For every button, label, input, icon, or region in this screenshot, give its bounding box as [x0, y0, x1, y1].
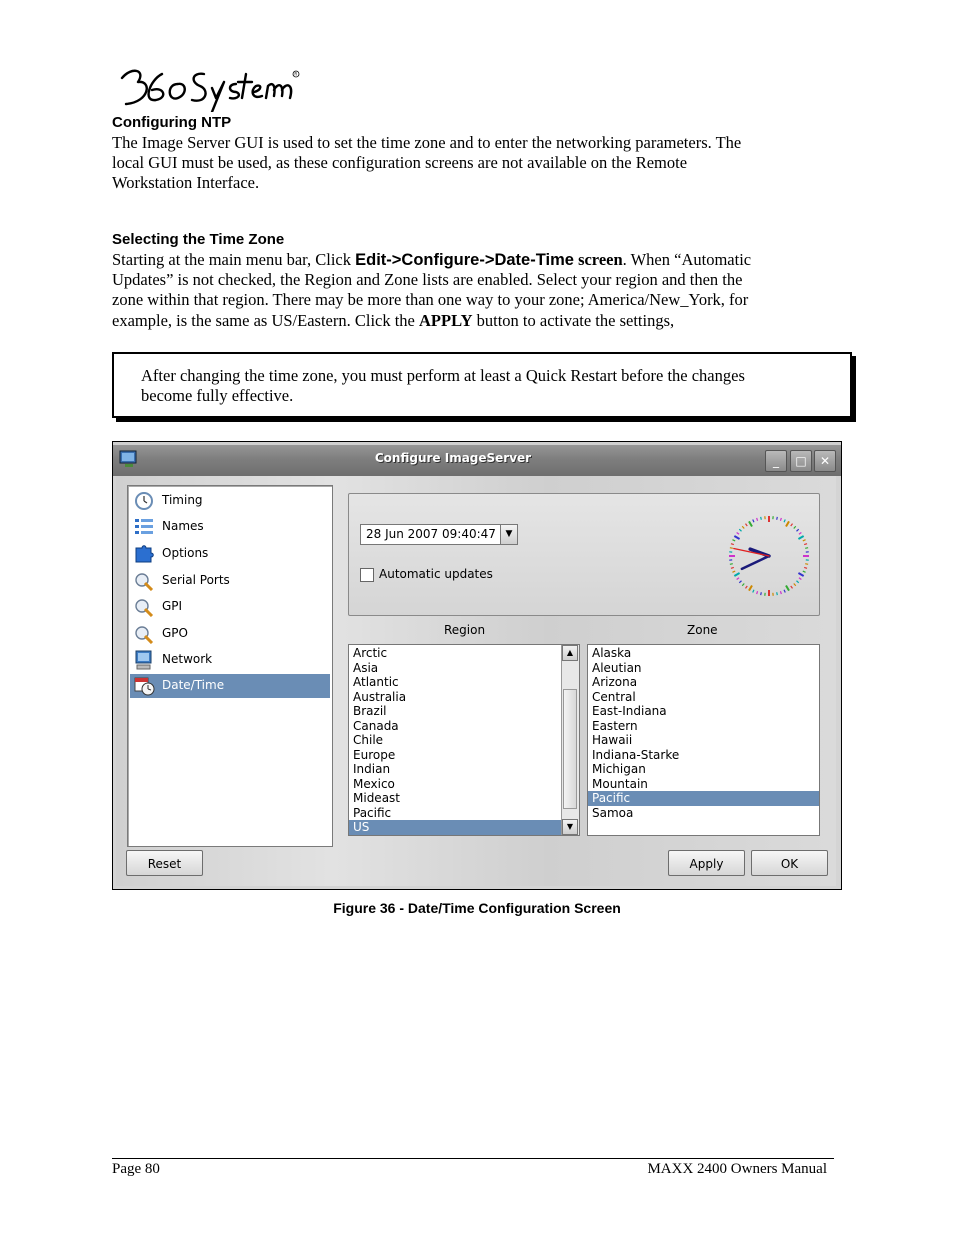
monitor-icon — [133, 650, 155, 670]
category-sidebar — [127, 485, 333, 847]
minute-hand — [742, 556, 769, 569]
ok-button[interactable]: OK — [751, 850, 828, 876]
clock-tick — [805, 548, 808, 549]
scroll-up-button[interactable]: ▲ — [562, 645, 578, 661]
menu-path-suffix: screen — [573, 250, 623, 269]
list-item[interactable]: Australia — [353, 689, 407, 704]
clock-tick — [745, 524, 747, 526]
clock-tick — [742, 583, 744, 585]
apply-button[interactable]: Apply — [668, 850, 745, 876]
clock-tick — [737, 578, 739, 580]
sidebar-item-options[interactable] — [130, 542, 330, 566]
list-item[interactable]: Aleutian — [592, 660, 642, 675]
paragraph-line: Workstation Interface. — [112, 173, 260, 193]
list-item[interactable]: Pacific — [588, 791, 819, 806]
footer-divider — [112, 1158, 834, 1159]
scroll-down-button[interactable]: ▼ — [562, 819, 578, 835]
wrench-icon — [133, 624, 155, 644]
configure-imageserver-window — [112, 441, 842, 890]
sidebar-item-network[interactable] — [130, 648, 330, 672]
note-line: become fully effective. — [141, 386, 294, 406]
close-button[interactable]: ✕ — [814, 450, 836, 472]
clock-tick — [794, 583, 796, 585]
text: example, is the same as US/Eastern. Click the — [112, 310, 420, 330]
title-bar[interactable] — [113, 442, 841, 476]
clock-tick — [730, 564, 733, 565]
list-item[interactable]: Arizona — [592, 675, 638, 689]
list-item[interactable]: Michigan — [592, 762, 646, 776]
clock-icon — [133, 491, 155, 511]
clock-tick — [799, 578, 801, 580]
paragraph-line: The Image Server GUI is used to set the time zone and to enter the networking parameters. The — [112, 133, 742, 152]
clock-tick — [798, 573, 803, 576]
list-item[interactable]: Arctic — [353, 646, 388, 660]
paragraph-line — [112, 250, 837, 270]
sidebar-item-label: GPO — [162, 626, 188, 640]
clock-tick — [730, 548, 733, 549]
paragraph-line: zone within that region. There may be more than one way to your zone; America/New_York, for — [112, 290, 749, 310]
sidebar-item-label: GPI — [162, 599, 183, 613]
clock-tick — [784, 519, 785, 522]
figure-caption: Figure 36 - Date/Time Configuration Screen — [333, 900, 621, 916]
sidebar-item-label: Serial Ports — [162, 573, 230, 587]
sidebar-item-date-time[interactable] — [130, 674, 330, 698]
text: button to activate the settings, — [472, 310, 675, 330]
paragraph-ntp-intro — [112, 133, 837, 194]
sidebar-item-names[interactable] — [130, 515, 330, 539]
apply-keyword: APPLY — [419, 310, 473, 330]
wrench-icon — [133, 571, 155, 591]
text: Starting at the main menu bar, Click — [112, 250, 356, 269]
sidebar-item-gpi[interactable] — [130, 595, 330, 619]
clock-tick — [761, 517, 762, 520]
text: . When “Automatic — [622, 250, 752, 269]
sidebar-item-label: Options — [162, 546, 209, 560]
puzzle-icon — [133, 544, 155, 564]
automatic-updates-label: Automatic updates — [379, 567, 493, 581]
clock-tick — [804, 567, 807, 568]
chevron-down-icon[interactable]: ▼ — [500, 525, 517, 544]
list-item[interactable]: Pacific — [353, 805, 392, 820]
clock-tick — [804, 544, 807, 545]
scroll-thumb[interactable] — [563, 689, 577, 809]
clock-tick — [786, 585, 789, 590]
clock-tick — [761, 592, 762, 595]
manual-title: MAXX 2400 Owners Manual — [647, 1161, 827, 1177]
list-item[interactable]: US — [349, 820, 579, 835]
clock-tick — [739, 529, 741, 531]
zone-list[interactable] — [587, 644, 820, 836]
list-item[interactable]: Hawaii — [592, 733, 633, 747]
region-scrollbar[interactable] — [561, 645, 579, 835]
list-item[interactable]: Eastern — [592, 718, 638, 733]
region-label: Region — [444, 623, 486, 637]
clock-tick — [753, 590, 754, 593]
list-icon — [133, 517, 155, 537]
paragraph-line: local GUI must be used, as these configuration screens are not available on the Remote — [112, 153, 688, 173]
minimize-button[interactable]: _ — [765, 450, 787, 472]
sidebar-item-label: Names — [162, 519, 204, 533]
clock-tick — [732, 571, 735, 572]
note-line: After changing the time zone, you must perform at least a Quick Restart before the changes — [141, 366, 745, 385]
region-list[interactable] — [348, 644, 580, 836]
clock-tick — [796, 529, 798, 531]
clock-tick — [796, 581, 798, 583]
list-item[interactable]: Mideast — [353, 791, 400, 805]
clock-tick — [742, 526, 744, 528]
menu-path: Edit->Configure->Date-Time — [355, 251, 574, 269]
clock-tick — [786, 521, 789, 526]
paragraph-line: Updates” is not checked, the Region and Zone lists are enabled. Select your region and then the — [112, 270, 743, 290]
clock-tick — [731, 544, 734, 545]
sidebar-item-label: Network — [162, 652, 213, 666]
window-title: Configure ImageServer — [374, 451, 532, 465]
paragraph-line — [112, 311, 837, 331]
sidebar-item-timing[interactable] — [130, 489, 330, 513]
list-item[interactable]: Samoa — [592, 805, 634, 820]
list-item[interactable]: Brazil — [353, 704, 387, 718]
360-systems-logo — [112, 60, 312, 112]
section-heading-selecting-time-zone: Selecting the Time Zone — [112, 231, 285, 248]
clock-tick — [757, 518, 758, 521]
zone-label: Zone — [687, 623, 718, 637]
clock-tick — [739, 581, 741, 583]
clock-tick — [753, 519, 754, 522]
reset-button[interactable]: Reset — [126, 850, 203, 876]
date-time-group — [348, 493, 820, 616]
clock-tick — [734, 573, 739, 576]
list-item[interactable]: Canada — [353, 718, 399, 733]
clock-tick — [784, 590, 785, 593]
sidebar-item-label: Timing — [162, 493, 203, 507]
list-item[interactable]: Indiana-Starke — [592, 747, 680, 762]
clock-tick — [805, 564, 808, 565]
sidebar-item-label: Date/Time — [162, 678, 225, 692]
clock-tick — [803, 540, 806, 541]
clock-tick — [780, 591, 781, 594]
list-item[interactable]: Mexico — [353, 776, 395, 791]
top-strip — [113, 442, 841, 445]
clock-tick — [777, 517, 778, 520]
list-item[interactable]: Mountain — [592, 776, 648, 791]
clock-tick — [745, 586, 747, 588]
clock-tick — [777, 592, 778, 595]
sidebar-item-gpo[interactable] — [130, 622, 330, 646]
list-item[interactable]: Atlantic — [353, 675, 399, 689]
clock-tick — [799, 532, 801, 534]
list-item[interactable]: Chile — [353, 733, 384, 747]
list-item[interactable]: Asia — [353, 660, 379, 675]
svg-text:R: R — [294, 71, 298, 77]
page-number: Page 80 — [112, 1161, 160, 1177]
section-heading-configuring-ntp: Configuring NTP — [112, 114, 232, 131]
calendar-clock-icon — [133, 676, 155, 696]
clock-tick — [734, 536, 739, 539]
list-item[interactable]: East-Indiana — [592, 704, 667, 718]
clock-tick — [749, 521, 752, 526]
clock-tick — [732, 540, 735, 541]
clock-tick — [798, 536, 803, 539]
list-item[interactable]: Central — [592, 689, 636, 704]
automatic-updates-checkbox[interactable] — [360, 568, 374, 582]
clock-tick — [757, 591, 758, 594]
date-time-value: 28 Jun 2007 09:40:47 — [366, 527, 496, 541]
clock-tick — [737, 532, 739, 534]
note-box — [112, 352, 852, 418]
maximize-button[interactable]: □ — [790, 450, 812, 472]
note-text — [141, 366, 831, 406]
list-item[interactable]: Europe — [353, 747, 396, 762]
date-time-field[interactable] — [360, 524, 518, 545]
sidebar-item-serial-ports[interactable] — [130, 569, 330, 593]
analog-clock — [724, 511, 814, 601]
clock-tick — [731, 567, 734, 568]
clock-tick — [803, 571, 806, 572]
wrench-icon — [133, 597, 155, 617]
clock-tick — [749, 585, 752, 590]
clock-tick — [794, 526, 796, 528]
clock-tick — [791, 586, 793, 588]
clock-tick — [791, 524, 793, 526]
window-body — [116, 476, 836, 886]
list-item[interactable]: Indian — [353, 762, 391, 776]
clock-tick — [780, 518, 781, 521]
list-item[interactable]: Alaska — [592, 646, 632, 660]
paragraph-time-zone — [112, 250, 837, 331]
